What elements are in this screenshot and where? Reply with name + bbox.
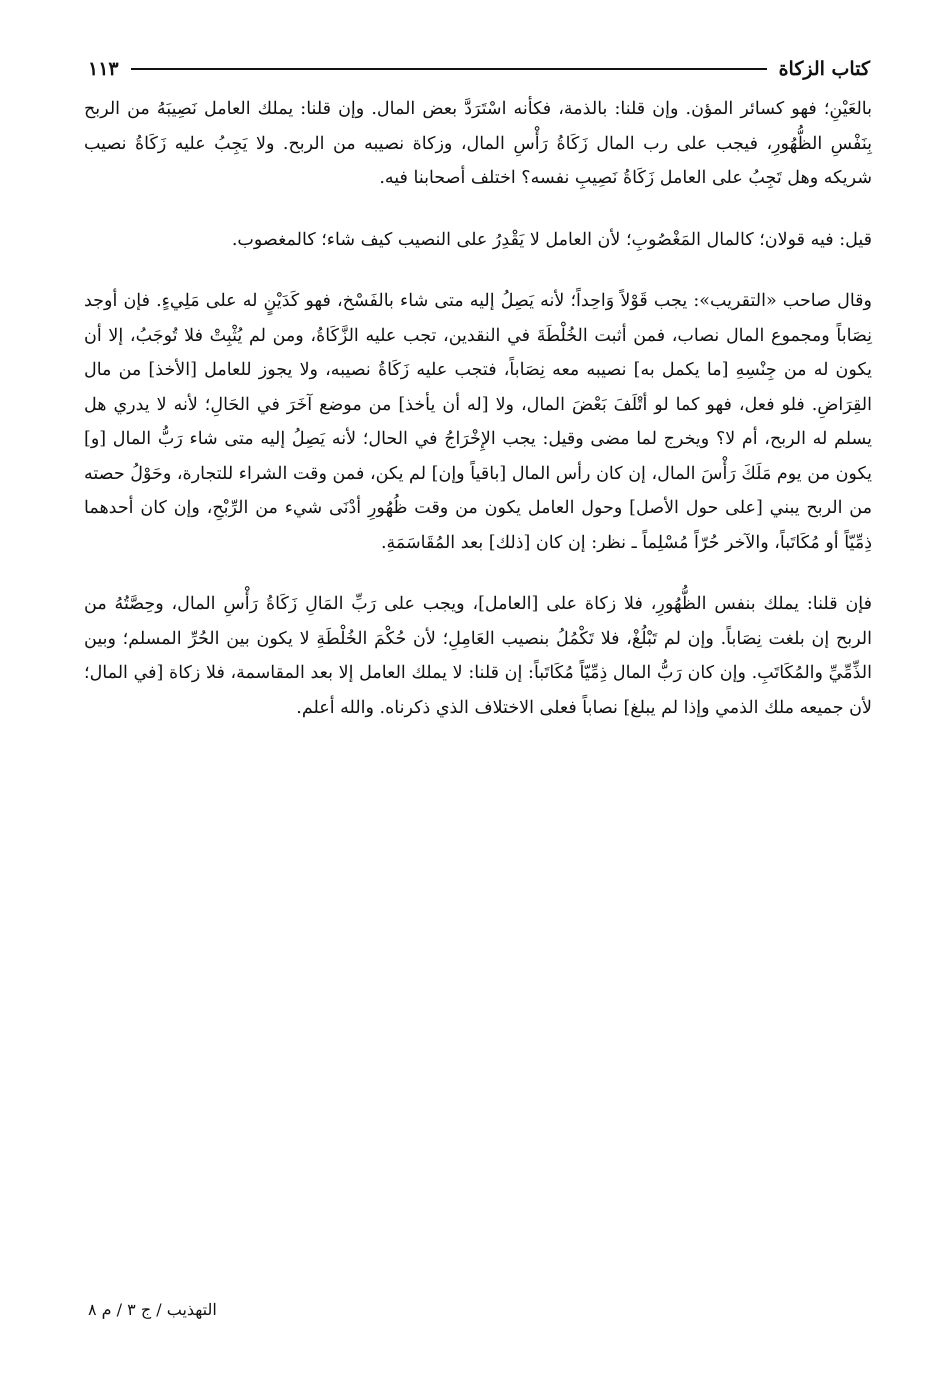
paragraph-4: فإن قلنا: يملك بنفس الظُّهُورِ، فلا زكاة على [العامل]، ويجب على رَبِّ المَالِ زَكَاةُ رَأْسِ المال، وحِصَّتُهُ من الربح إن بلغت نِصَاباً. وإن لم تَبْلُغْ، فلا تَكْمُلُ بنصيب العَامِلِ؛ لأن حُكْمَ الخُلْطَةِ لا يكون بين الحُرِّ المسلم؛ وبين الذِّمِّيِّ والمُكَاتَبِ. وإن كان رَبُّ المال ذِمِّيّاً مُكَاتَباً: إن قلنا: لا يملك العامل إلا بعد المقاسمة، فلا زكاة [في المال؛ لأن جميعه ملك الذمي وإذا لم يبلغ] نصاباً فعلى الاختلاف الذي ذكرناه. والله أعلم.	[84, 594, 872, 718]
footer-signature	[0, 1300, 870, 1319]
page-number: ١١٣	[88, 58, 119, 80]
paragraph-3: وقال صاحب «التقريب»: يجب قَوْلاً وَاحِداً؛ لأنه يَصِلُ إليه متى شاء بالفَسْخ، فهو كَدَيْنٍ له على مَلِيءٍ. فإن أوجد نِصَاباً ومجموع المال نصاب، فمن أثبت الخُلْطَةَ في النقدين، تجب عليه الزَّكَاةُ، ومن لم يُثْبِتْ فلا تُوجَبُ، إلا أن يكون له من جِنْسِهِ [ما يكمل به] نصيبه معه نِصَاباً، فتجب عليه زَكَاةُ نصيبه، ولا يجوز للعامل [الأخذ] من مال القِرَاضِ. فلو فعل، فهو كما لو أتْلَفَ بَعْضَ المال، ولا [له أن يأخذ] من موضع آخَرَ في الحَالِ؛ لأنه لا يدري هل يسلم له الربح، أم لا؟ ويخرج لما مضى وقيل: يجب الإِخْرَاجُ في الحال؛ لأنه يَصِلُ إليه متى شاء رَبُّ المال [و] يكون من يوم مَلَكَ رَأْسَ المال، إن كان رأس المال [باقياً وإن] لم يكن، فمن وقت الشراء للتجارة، وحَوْلُ حصته من الربح يبني [على حول الأصل] وحول العامل يكون من وقت ظُهُورِ أدْنَى شيء من الرِّبْحِ، وإن كان أحدهما ذِمِّيّاً أو مُكَاتَباً، والآخر حُرّاً مُسْلِماً ـ نظر: إن كان [ذلك] بعد المُقَاسَمَةِ.	[84, 291, 872, 553]
paragraph-2: قيل: فيه قولان؛ كالمال المَغْصُوبِ؛ لأن العامل لا يَقْدِرُ على النصيب كيف شاء؛ كالمغصوب.	[231, 229, 872, 250]
signature-text: التهذيب / ج ٣ / م ٨	[88, 1300, 217, 1319]
header-rule	[131, 68, 767, 70]
running-header	[88, 52, 870, 86]
paragraph-1: بالعَيْنِ؛ فهو كسائر المؤن. وإن قلنا: بالذمة، فكأنه اسْتَرَدَّ بعض المال. وإن قلنا: يملك العامل نَصِيبَهُ من الربح بِنَفْسِ الظُّهُورِ، فيجب على رب المال زَكَاةُ رَأْسِ المال، وزكاة نصيبه من الربح. ولا يَجِبُ عليه زَكَاةُ نصيب شريكه وهل تَجِبُ على العامل زَكَاةُ نَصِيبِ نفسه؟ اختلف أصحابنا فيه.	[84, 99, 872, 188]
main-text	[84, 92, 872, 725]
chapter-title: كتاب الزكاة	[778, 58, 870, 80]
